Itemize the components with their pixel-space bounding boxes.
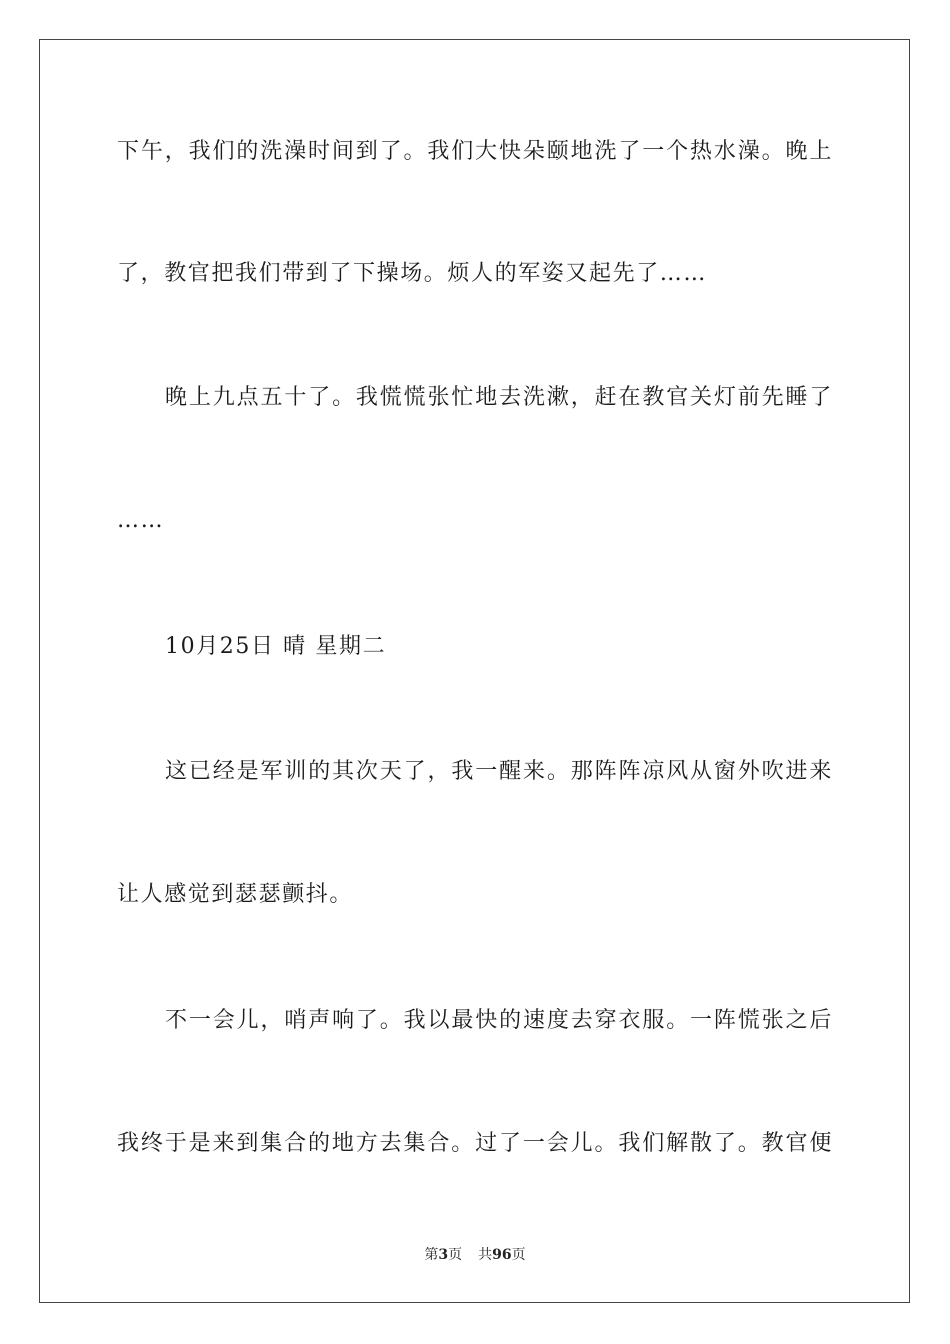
text-line-4: …… [117, 508, 165, 533]
date-heading: 10月25日 晴 星期二 [165, 634, 387, 659]
text-line-7: 让人感觉到瑟瑟颤抖。 [117, 882, 354, 907]
footer-page-suffix: 页 [448, 1247, 463, 1263]
text-line-3: 晚上九点五十了。我慌慌张忙地去洗漱，赶在教官关灯前先睡了 [165, 385, 833, 410]
text-line-8: 不一会儿，哨声响了。我以最快的速度去穿衣服。一阵慌张之后 [165, 1008, 833, 1033]
footer-total-prefix: 共 [478, 1247, 493, 1263]
footer-total-pages: 96 [492, 1247, 512, 1263]
page-border [39, 39, 910, 1303]
text-line-1: 下午，我们的洗澡时间到了。我们大快朵颐地洗了一个热水澡。晚上 [117, 139, 833, 164]
page-footer [0, 1245, 950, 1265]
text-line-9: 我终于是来到集合的地方去集合。过了一会儿。我们解散了。教官便 [117, 1131, 833, 1156]
footer-page-prefix: 第 [424, 1247, 439, 1263]
text-line-2: 了，教官把我们带到了下操场。烦人的军姿又起先了…… [117, 261, 708, 286]
text-line-6: 这已经是军训的其次天了，我一醒来。那阵阵凉风从窗外吹进来 [165, 759, 833, 784]
footer-page-number: 3 [438, 1247, 449, 1263]
footer-total-suffix: 页 [511, 1247, 526, 1263]
